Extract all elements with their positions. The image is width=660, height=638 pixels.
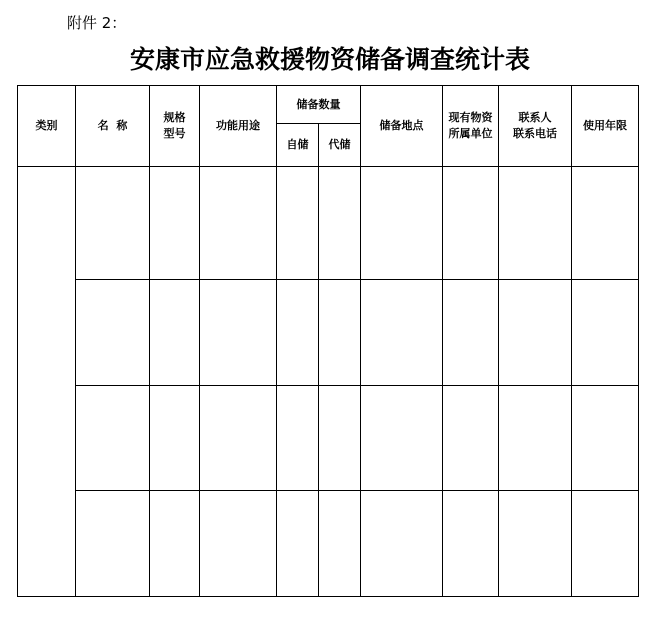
contact-cell: [499, 167, 572, 280]
owner-cell: [443, 490, 499, 596]
name-cell: [76, 386, 150, 490]
owner-cell: [443, 386, 499, 490]
name-cell: [76, 167, 150, 280]
owner-cell: [443, 167, 499, 280]
service-years-cell: [572, 490, 639, 596]
table-row: [18, 280, 639, 386]
header-function: 功能用途: [200, 86, 277, 167]
header-service-years: 使用年限: [572, 86, 639, 167]
location-cell: [361, 490, 443, 596]
function-cell: [200, 490, 277, 596]
proxy-stored-cell: [319, 490, 361, 596]
attachment-label: 附件 2：: [67, 14, 127, 32]
location-cell: [361, 386, 443, 490]
owner-cell: [443, 280, 499, 386]
location-cell: [361, 167, 443, 280]
header-location: 储备地点: [361, 86, 443, 167]
table-row: [18, 167, 639, 280]
header-category: 类别: [18, 86, 76, 167]
header-contact: [499, 86, 572, 167]
survey-table: [17, 85, 639, 597]
name-cell: [76, 280, 150, 386]
proxy-stored-cell: [319, 280, 361, 386]
service-years-cell: [572, 386, 639, 490]
location-cell: [361, 280, 443, 386]
spec-cell: [150, 280, 200, 386]
proxy-stored-cell: [319, 386, 361, 490]
header-spec: [150, 86, 200, 167]
contact-cell: [499, 386, 572, 490]
header-contact-line2: 联系电话: [513, 127, 557, 140]
function-cell: [200, 280, 277, 386]
table-row: [18, 386, 639, 490]
name-cell: [76, 490, 150, 596]
table-row: [18, 490, 639, 596]
header-proxy-stored: 代储: [319, 124, 361, 167]
header-spec-line2: 型号: [163, 127, 186, 140]
header-self-stored: 自储: [277, 124, 319, 167]
header-name: 名 称: [76, 86, 150, 167]
function-cell: [200, 167, 277, 280]
spec-cell: [150, 490, 200, 596]
header-owner-line1: 现有物资: [448, 111, 493, 124]
page-title: 安康市应急救援物资储备调查统计表: [129, 45, 530, 74]
self-stored-cell: [277, 167, 319, 280]
header-spec-line1: 规格: [163, 111, 186, 124]
service-years-cell: [572, 280, 639, 386]
header-contact-line1: 联系人: [518, 111, 552, 124]
header-reserve-qty: 储备数量: [277, 86, 361, 124]
contact-cell: [499, 490, 572, 596]
self-stored-cell: [277, 280, 319, 386]
category-cell: [18, 167, 76, 597]
proxy-stored-cell: [319, 167, 361, 280]
header-owner: [443, 86, 499, 167]
self-stored-cell: [277, 386, 319, 490]
service-years-cell: [572, 167, 639, 280]
contact-cell: [499, 280, 572, 386]
header-owner-line2: 所属单位: [448, 127, 493, 140]
spec-cell: [150, 386, 200, 490]
spec-cell: [150, 167, 200, 280]
function-cell: [200, 386, 277, 490]
self-stored-cell: [277, 490, 319, 596]
